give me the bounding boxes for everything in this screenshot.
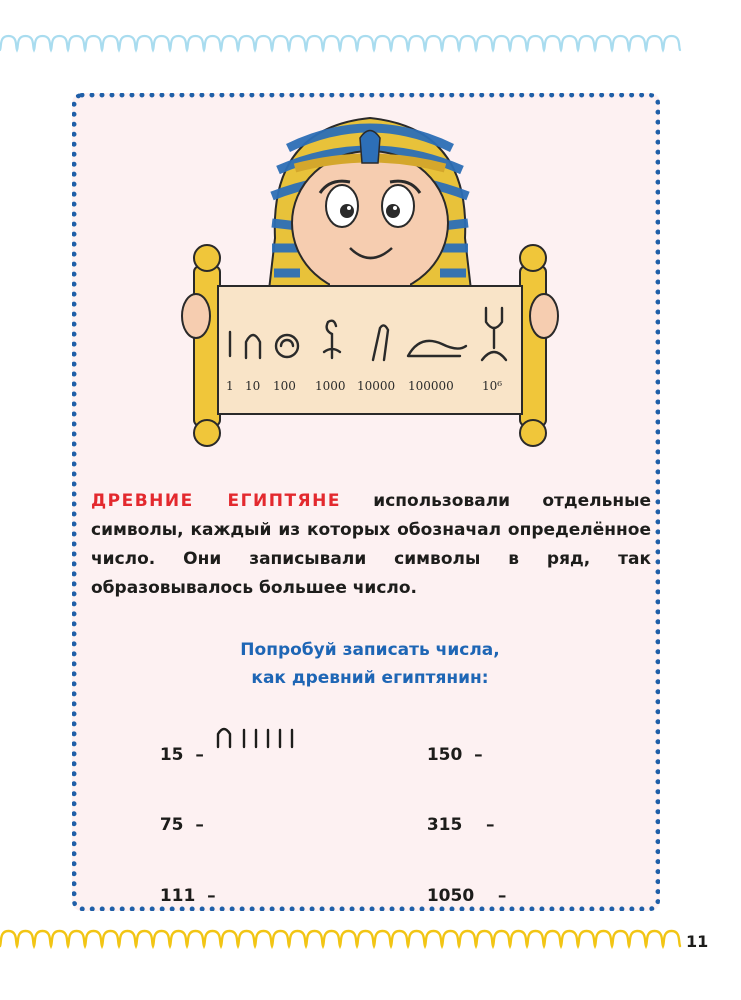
hieroglyph-label: 100 bbox=[273, 379, 296, 393]
intro-text: использовали отдельные символы, каждый из которых обозначал определённое число. Они записывали символы в ряд, так образовывалось большее число. bbox=[91, 491, 651, 598]
task-line-2: как древний египтянин: bbox=[251, 668, 489, 688]
intro-highlight: ДРЕВНИЕ ЕГИПТЯНЕ bbox=[91, 491, 341, 511]
page-number: 11 bbox=[686, 932, 709, 951]
exercise-315 bbox=[415, 795, 495, 835]
pharaoh-with-scroll-icon bbox=[180, 108, 560, 453]
exercise-label: 1050 – bbox=[426, 886, 507, 906]
task-line-1: Попробуй записать числа, bbox=[240, 640, 500, 660]
hieroglyph-label: 100000 bbox=[408, 379, 454, 393]
hieroglyph-label: 10000 bbox=[357, 379, 396, 393]
exercise-label: 315 – bbox=[426, 815, 495, 835]
intro-paragraph bbox=[91, 487, 651, 603]
exercise-75 bbox=[148, 795, 204, 835]
exercise-150 bbox=[415, 725, 483, 765]
top-loop-border bbox=[0, 30, 741, 58]
exercise-label: 75 – bbox=[159, 815, 204, 835]
heel-and-five-strokes-icon bbox=[212, 722, 307, 750]
hieroglyph-label: 1000 bbox=[315, 379, 346, 393]
exercise-label: 111 – bbox=[159, 886, 216, 906]
exercise-label: 15 – bbox=[159, 745, 204, 765]
exercise-label: 150 – bbox=[426, 745, 483, 765]
task-instruction bbox=[200, 636, 540, 692]
exercise-1050 bbox=[415, 866, 506, 906]
bottom-loop-border bbox=[0, 925, 741, 953]
hieroglyph-label: 1 bbox=[226, 379, 234, 393]
exercise-15 bbox=[148, 725, 204, 765]
hieroglyph-label: 10⁶ bbox=[482, 379, 503, 393]
exercise-111 bbox=[148, 866, 216, 906]
hieroglyph-label: 10 bbox=[245, 379, 261, 393]
